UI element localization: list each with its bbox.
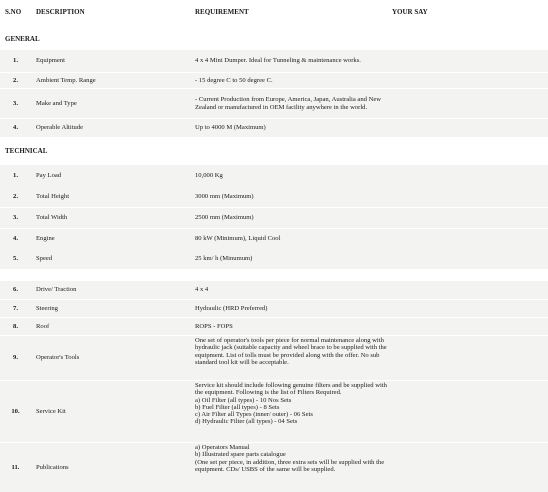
row-your-say — [392, 443, 548, 492]
row-your-say — [392, 229, 548, 249]
table-row — [0, 300, 548, 317]
table-row — [0, 336, 548, 380]
table-row — [0, 187, 548, 207]
row-sno: 5. — [13, 255, 18, 263]
row-your-say — [392, 249, 548, 269]
row-description: Engine — [36, 235, 55, 243]
row-requirement: 3000 mm (Maximum) — [195, 193, 254, 201]
row-sno: 3. — [13, 214, 18, 222]
table-row — [0, 443, 548, 492]
row-requirement: 2500 mm (Maximum) — [195, 214, 254, 222]
table-row — [0, 73, 548, 88]
row-requirement: 80 kW (Minimum), Liquid Cool — [195, 235, 281, 243]
row-requirement: 10,000 Kg — [195, 172, 223, 180]
table-row — [0, 318, 548, 335]
row-requirement: - Current Production from Europe, America, Japan, Australia and New Zealand or manufactured in OEM facility anywhere in the world. — [195, 96, 382, 111]
row-your-say — [392, 89, 548, 118]
row-sno: 8. — [13, 322, 18, 330]
row-sno: 11. — [11, 463, 20, 471]
row-description: Pay Load — [36, 172, 62, 180]
row-description: Service Kit — [36, 407, 66, 415]
section-technical — [0, 142, 548, 162]
row-sno: 2. — [13, 76, 18, 84]
row-description: Drive/ Traction — [36, 286, 77, 294]
row-requirement: Service kit should include following genuine filters and be supplied with the equipment. Following is the list of Filters Required. a) Oil Filter (all types) - 10 Nos Sets b) Fuel Filter (all types) - 8 Sets c) Air Filter all Types (inner/ outer) - 06 Sets d) Hydraulic Filter (all types) - 04 Sets — [195, 382, 387, 426]
row-sno: 6. — [13, 286, 18, 294]
section-title: TECHNICAL — [5, 147, 48, 156]
section-general — [0, 30, 548, 50]
row-sno: 9. — [13, 354, 18, 362]
row-description: Ambient Temp. Range — [36, 76, 96, 84]
row-sno: 7. — [13, 304, 18, 312]
row-requirement: Up to 4000 M (Maximum) — [195, 124, 266, 132]
table-row — [0, 119, 548, 137]
section-title: GENERAL — [5, 35, 40, 44]
row-requirement: One set of operator's tools per piece for normal maintenance along with hydraulic jack (suitable capacity and wheel brace to be supplied with the equipment. List of tolls must be provided along with the offer. No sub standard tool kit will be acceptable. — [195, 337, 387, 366]
row-description: Operator's Tools — [36, 354, 80, 362]
row-description: Publications — [36, 463, 69, 471]
row-requirement: ROPS - FOPS — [195, 322, 233, 330]
row-your-say — [392, 165, 548, 187]
row-your-say — [392, 336, 548, 380]
row-requirement: a) Operators Manual b) Illustrated spare parts catalogue (One set per piece, in addition, three extra sets will be supplied with the equipment. CDs/ USBS of the same will be supplied. — [195, 444, 385, 473]
row-your-say — [392, 281, 548, 299]
row-your-say — [392, 381, 548, 442]
row-your-say — [392, 50, 548, 72]
row-your-say — [392, 300, 548, 317]
table-row — [0, 208, 548, 228]
row-sno: 3. — [13, 99, 18, 107]
table-row — [0, 89, 548, 118]
header-your-say: YOUR SAY — [392, 8, 428, 16]
row-description: Steering — [36, 304, 58, 312]
table-header — [0, 0, 548, 30]
header-sno: S.NO — [5, 8, 22, 16]
row-description: Speed — [36, 255, 53, 263]
row-requirement: 4 x 4 Mini Dumper. Ideal for Tunneling & maintenance works. — [195, 57, 361, 65]
row-description: Roof — [36, 322, 50, 330]
row-description: Operable Altitude — [36, 124, 84, 132]
row-sno: 1. — [13, 172, 18, 180]
table-row — [0, 229, 548, 249]
table-row — [0, 381, 548, 442]
header-description: DESCRIPTION — [36, 8, 85, 16]
table-row — [0, 249, 548, 269]
table-row — [0, 165, 548, 187]
header-requirement: REQUIREMENT — [195, 8, 249, 16]
row-requirement: 4 x 4 — [195, 286, 209, 294]
row-sno: 1. — [13, 57, 18, 65]
row-description: Total Width — [36, 214, 68, 222]
row-your-say — [392, 318, 548, 335]
row-your-say — [392, 208, 548, 228]
row-requirement: - 15 degree C to 50 degree C. — [195, 76, 273, 84]
row-your-say — [392, 119, 548, 137]
row-your-say — [392, 187, 548, 207]
row-sno: 4. — [13, 235, 18, 243]
row-description: Equipment — [36, 57, 65, 65]
row-sno: 10. — [11, 407, 20, 415]
row-sno: 4. — [13, 124, 18, 132]
row-requirement: Hydraulic (HRD Preferred) — [195, 304, 268, 312]
row-description: Make and Type — [36, 99, 77, 107]
row-description: Total Height — [36, 193, 70, 201]
row-sno: 2. — [13, 193, 18, 201]
table-row — [0, 281, 548, 299]
row-requirement: 25 km/ h (Minumum) — [195, 255, 253, 263]
table-row — [0, 50, 548, 72]
row-your-say — [392, 73, 548, 88]
